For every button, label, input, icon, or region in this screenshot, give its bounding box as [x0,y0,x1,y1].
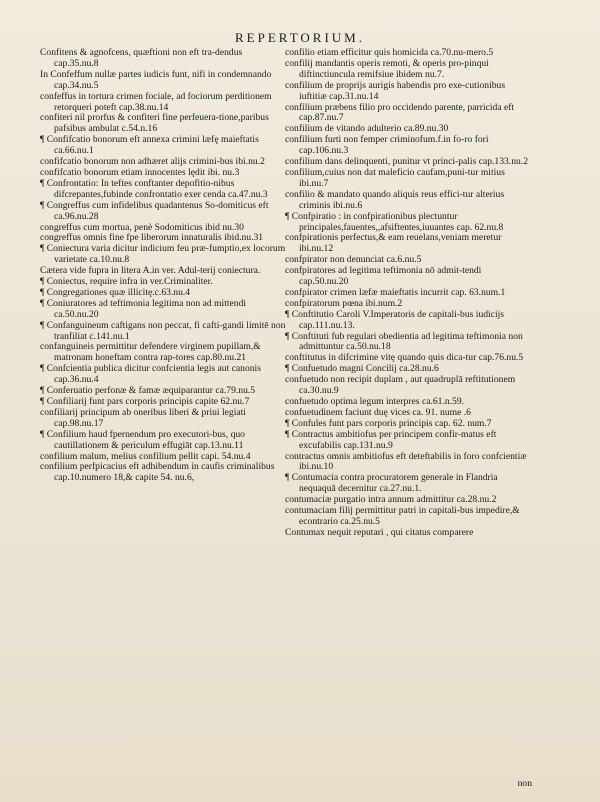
index-entry: confilio etiam efficitur quis homicida ca.70.nu-mero.5 [285,47,494,58]
index-entry: confeffus in tortura crimen fociale, ad fociorum perditionem retorqueri poteft cap.38.nu.14 [40,90,272,113]
index-entry: ¶ Congregationes quæ illicitę.c.63.nu.4 [40,286,191,298]
index-entry: ¶ Coniuratores ad teftimonia legitima non ad mittendi ca.50.nu.20 [40,297,247,320]
index-entry: ¶ Confuetudo magni Concilij ca.28.nu.6 [285,363,439,375]
index-entry: confpirator crimen læfæ maieftatis incurrit cap. 63.num.1 [285,286,506,298]
index-entry: Contumax nequit reputari , qui citatus comparere [285,526,474,538]
index-entry: ¶ Confules funt pars corporis principis cap. 62. num.7 [285,417,492,429]
index-entry: ¶ Confcientia publica dicitur confcientia legis aut canonis cap.36.nu.4 [40,363,261,386]
index-entry: ¶ Confanguineum caftigans non peccat, fi cafti-gandi limitē non tranfiliat c.141.nu.1 [40,319,286,342]
index-entry: ¶ Contumacia contra procuratorem generale in Flandria nequaquā decernitur ca.27.nu.1. [285,472,498,495]
index-entry: confuetudinem faciunt duę vices ca. 91. nume .6 [285,406,471,418]
index-entry: ¶ Conftituti fub regulari obedientia ad legitima teftimonia non admittuntur ca.50.nu.18 [285,330,523,353]
index-entry: ¶ Coniectus, require infra in ver.Criminaliter. [40,276,213,288]
index-entry: ¶ Confifcatio bonorum eft annexa crimini læfę maieftatis ca.66.nu.1 [40,134,259,157]
index-entry: confilium de vitando adulterio ca.89.nu.30 [285,123,449,135]
index-entry: confilium perfpicacius eft adhibendum in caufis criminalibus cap.10.numero 18,& capite 54. nu.6, [40,461,275,484]
index-entry: ¶ Confilium haud fpernendum pro executori-bus, quo cautillationem & periculum effugiāt cap.13.nu.11 [40,428,245,451]
index-entry: confiteri nil prorfus & confiteri fine perfeuera-tione,paribus pafsibus ambulat c.54.n.16 [40,112,269,135]
index-entry: conftitutus in difcrimine vitę quando quis dica-tur cap.76.nu.5 [285,352,524,364]
index-entry: confuetudo optima legum interpres ca.61.n.59. [285,396,465,407]
index-entry: confpirationis perfectus,& eam reuelans,veniam meretur ibi.nu.12 [285,232,502,255]
index-entry: ¶ Confiliarij funt pars corporis principis capite 62.nu.7 [40,396,250,407]
page-header: REPERTORIUM. [235,30,365,45]
index-entry: ¶ Confpiratio : in confpirationibus plectuntur principales,fauentes,,afsiftentes,iuuantes cap. 62.nu.8 [285,210,504,233]
left-column [40,48,286,484]
index-entry: confilium,cuius non dat maleficio caufam,puni-tur mitius ibi.nu.7 [285,166,505,189]
index-entry: ¶ Conftitutio Caroli V.Imperatoris de capitali-bus iudicijs cap.111.nu.13. [285,308,505,331]
index-entry: ¶ Confrontatio: In teftes conftanter depofitio-nibus difcrepantes,fubinde confrontatio exer cenda ca.47.nu.3 [40,177,268,200]
index-entry: confilio & mandato quando aliquis reus effici-tur alterius criminis ibi.nu.6 [285,188,505,211]
index-entry: confpiratorum pœna ibi.num.2 [285,297,403,309]
index-entry: confilium furti non femper criminofum.f.in fo-ro fori cap.106.nu.3 [285,134,489,157]
index-entry: ¶ Coniectura varia dicitur indicium feu præ-fumptio,ex locorum varietate ca.10.nu.8 [40,243,286,266]
index-entry: confpiratores ad legitima teftimonia nō admit-tendi cap.50.nu.20 [285,265,482,288]
index-entry: contumaciam filij permittitur patri in capitali-bus impedire,& econtrario ca.25.nu.5 [285,505,520,527]
index-entry: confilium malum, melius confilium pellit capi. 54.nu.4 [40,450,251,462]
index-entry: Cætera vide fupra in litera A.in ver. Adul-terij coniectura. [40,265,261,277]
index-entry: confilium dans delinquenti, punitur vt princi-palis cap.133.nu.2 [285,156,528,168]
index-entry: ¶ Contractus ambitiofus per principem confir-matus eft excufabilis cap.131.nu.9 [285,428,497,451]
index-entry: confilium de proprijs aurigis habendis pro exe-cutionibus iuftitiæ cap.31.nu.14 [285,79,506,102]
index-entry: In Confeffum nullæ partes iudicis funt, nifi in condemnando cap.34.nu.5 [40,68,272,91]
index-entry: confilij mandantis operis remoti, & operis pro-pinqui diftinctiuncula remifsiue ibidem nu.7. [285,57,489,80]
index-entry: confifcatio bonorum etiam innocentes lędit ibi. nu.3 [40,166,240,178]
index-entry: contumaciæ purgatio intra annum admittitur ca.28.nu.2 [285,494,497,506]
index-entry: confiliarij principum ab oneribus liberi & priui legiati cap.98.nu.17 [40,406,246,429]
index-entry: congreffus cum mortua, penè Sodomiticus ibid nu.30 [40,221,244,233]
index-entry: ¶ Congreffus cum infidelibus quadantenus So-domiticus eft ca.96.nu.28 [40,199,269,222]
catchword: non [517,778,532,789]
index-entry: confilium præbens filio pro occidendo parente, parricida eft cap.87.nu.7 [285,101,515,124]
index-entry: confpirator non denunciat ca.6.nu.5 [285,254,422,266]
right-column [285,48,531,539]
index-entry: confanguineis permittitur defendere virginem pupillam,& matronam honeftam contra rap-tores cap.80.nu.21 [40,341,261,364]
index-entry: congreffus omnis fine fpe liberorum innaturalis ibid.nu.31 [40,232,264,244]
index-entry: Confitens & agnofcens, quæftioni non eft tra-dendus cap.35.nu.8 [40,47,243,69]
index-entry: confifcatio bonorum non adhæret alijs crimini-bus ibi.nu.2 [40,156,265,168]
index-entry: contractus omnis ambitiofus eft deteftabilis in foro confcientiæ ibi.nu.10 [285,450,527,473]
index-entry: confuetudo non recipit duplam , aut quadruplā reftitutionem ca.30.nu.9 [285,374,516,397]
index-entry: ¶ Conferuatio perfonæ & famæ æquiparantur ca.79.nu.5 [40,385,256,397]
